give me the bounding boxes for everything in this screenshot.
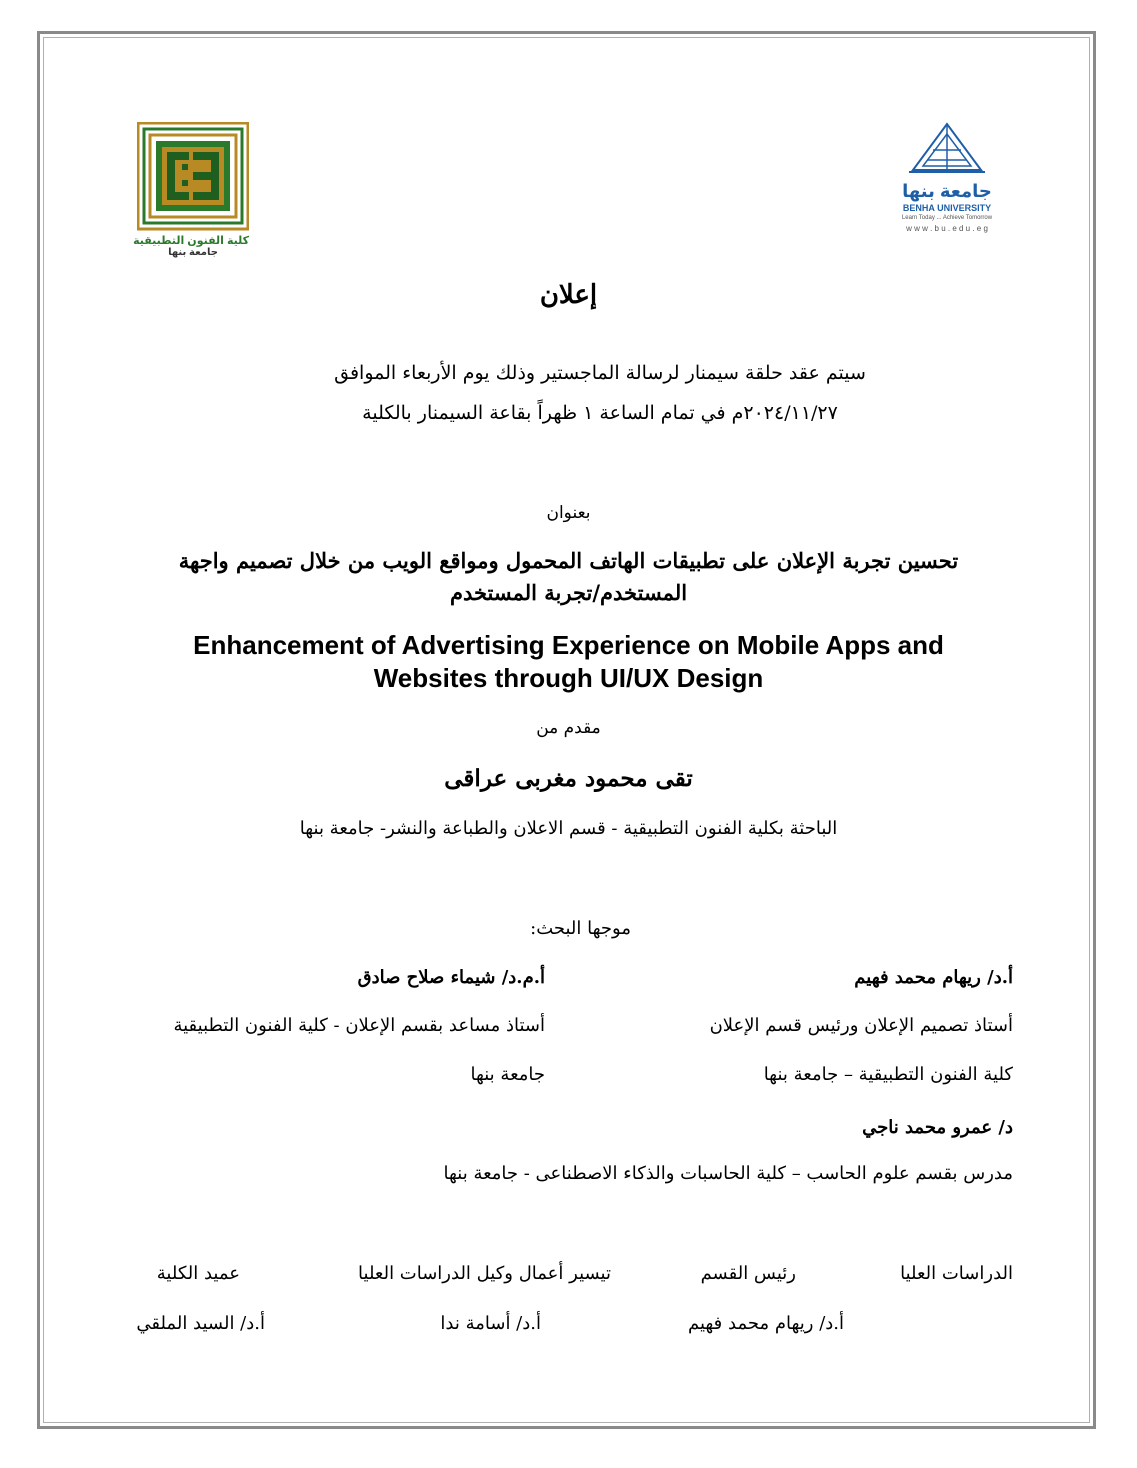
- university-emblem-icon: [893, 120, 1001, 176]
- supervisor-1-name: أ.د/ ريهام محمد فهيم: [854, 967, 1013, 988]
- presented-by-label: مقدم من: [536, 718, 601, 738]
- signature-title-dean: عميد الكلية: [156, 1263, 240, 1284]
- supervisors-label: موجها البحث:: [530, 918, 631, 939]
- title-english-line-1: Enhancement of Advertising Experience on Mobile Apps and: [193, 630, 944, 660]
- announcement-heading: إعلان: [539, 280, 598, 310]
- university-logo-tagline: Learn Today ... Achieve Tomorrow: [901, 215, 993, 221]
- university-logo-arabic: جامعة بنها: [902, 181, 992, 201]
- signature-title-graduate-studies: الدراسات العليا: [900, 1263, 1013, 1284]
- university-logo: [893, 120, 1001, 245]
- intro-line-1: سيتم عقد حلقة سيمنار لرسالة الماجستير وذلك يوم الأربعاء الموافق: [334, 362, 866, 384]
- supervisor-3-role: مدرس بقسم علوم الحاسب – كلية الحاسبات والذكاء الاصطناعى - جامعة بنها: [443, 1163, 1013, 1184]
- supervisor-1-affiliation: كلية الفنون التطبيقية – جامعة بنها: [763, 1064, 1013, 1085]
- supervisor-1-role: أستاذ تصميم الإعلان ورئيس قسم الإعلان: [709, 1015, 1013, 1036]
- researcher-name: تقى محمود مغربى عراقى: [444, 765, 693, 792]
- intro-line-2: ٢٠٢٤/١١/٢٧م في تمام الساعة ١ ظهراً بقاعة السيمنار بالكلية: [362, 402, 838, 424]
- signature-title-department-head: رئيس القسم: [700, 1263, 796, 1284]
- faculty-emblem-icon: [137, 122, 249, 232]
- title-arabic-line-2: المستخدم/تجربة المستخدم: [449, 580, 688, 605]
- title-arabic-line-1: تحسين تجربة الإعلان على تطبيقات الهاتف المحمول ومواقع الويب من خلال تصميم واجهة: [178, 548, 959, 573]
- title-label: بعنوان: [546, 503, 591, 523]
- supervisor-3-name: د/ عمرو محمد ناجي: [862, 1117, 1013, 1138]
- signature-name-vice-dean: أ.د/ أسامة ندا: [440, 1313, 541, 1334]
- researcher-affiliation: الباحثة بكلية الفنون التطبيقية - قسم الاعلان والطباعة والنشر- جامعة بنها: [299, 818, 838, 839]
- faculty-logo-text: كلية الفنون التطبيقية: [133, 235, 249, 247]
- university-logo-url: w w w . b u . e d u . e g: [906, 224, 988, 233]
- title-english-line-2: Websites through UI/UX Design: [373, 663, 764, 693]
- signature-title-vice-dean: تيسير أعمال وكيل الدراسات العليا: [358, 1263, 611, 1284]
- faculty-logo-subtext: جامعة بنها: [168, 247, 218, 258]
- supervisor-2-name: أ.م.د/ شيماء صلاح صادق: [357, 967, 545, 988]
- supervisor-2-role: أستاذ مساعد بقسم الإعلان - كلية الفنون التطبيقية: [173, 1015, 545, 1036]
- signature-name-dean: أ.د/ السيد الملقي: [136, 1313, 265, 1334]
- supervisor-2-affiliation: جامعة بنها: [470, 1064, 545, 1085]
- university-logo-english: BENHA UNIVERSITY: [902, 203, 992, 213]
- signature-name-department-head: أ.د/ ريهام محمد فهيم: [687, 1313, 844, 1334]
- faculty-logo: [133, 122, 249, 262]
